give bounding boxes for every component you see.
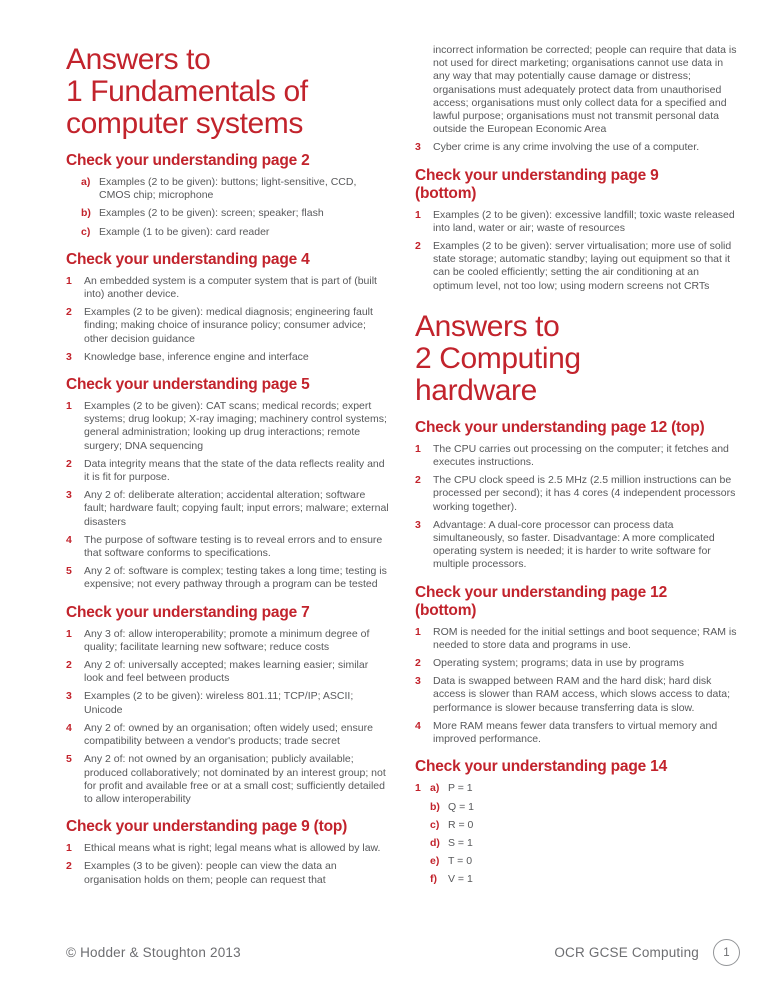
item-text: Examples (2 to be given): buttons; light-sensitive, CCD, CMOS chip; microphone [99,176,357,202]
section-heading-line: Check your understanding page 9 (top) [66,818,348,836]
section-heading-line: Check your understanding page 12 [415,583,667,601]
chapter-title-line: 1 Fundamentals of [66,75,308,108]
item-text: Examples (3 to be given): people can view the data an organisation holds on them; people can request that [84,860,337,886]
item-number: 4 [66,533,72,546]
item-number: 2 [66,306,72,319]
item-number: 4 [415,719,421,732]
section-heading-line: Check your understanding page 9 [415,166,659,184]
item-number: 1 [415,625,421,638]
item-number: 1 [415,208,421,221]
item-text: More RAM means fewer data transfers to virtual memory and improved performance. [433,719,718,746]
answer-item [66,842,389,855]
item-number: 5 [66,753,72,766]
answer-continuation-text: incorrect information be corrected; people can require that data is not used for direct marketing; organisations cannot use data in any way that may potentially cause damage or distress; organisations must adequately protect data from unauthorised access; organisations must only collect data for a specified and lawful purpose; organisations must not transmit personal data outside the European Economic Area [433,44,737,136]
chapter-title [415,311,738,407]
answer-item [415,240,738,293]
item-number: 1 [415,442,421,455]
item-number: 3 [415,518,421,531]
answer-item [66,753,389,806]
item-text: Examples (2 to be given): screen; speaker; flash [99,207,324,220]
item-letter: f) [430,873,437,886]
section-heading-line: Check your understanding page 12 (top) [415,418,705,436]
answer-item [66,628,389,654]
item-text: Any 3 of: allow interoperability; promote a minimum degree of quality; facilitate learning new software; reduce costs [84,627,370,653]
item-text: Example (1 to be given): card reader [99,225,270,238]
item-number: 2 [66,659,72,672]
item-number: 5 [66,565,72,578]
section-heading-line: Check your understanding page 2 [66,152,310,169]
item-letter: c) [81,225,91,238]
item-number: 3 [415,675,421,688]
item-text: Examples (2 to be given): server virtualisation; more use of solid state storage; automatic standby; laying out equipment so that it can be cooled efficiently; setting the air conditioning at an optimum level, not too low; using modern screens not CRTs [433,240,732,292]
answer-item [66,176,389,202]
item-text: Any 2 of: deliberate alteration; accidental alteration; software fault; hardware fault; copying fault; input errors; malware; external disasters [84,489,389,528]
item-number: 3 [66,489,72,502]
section-heading [415,758,738,776]
section-heading [415,584,738,620]
answer-item [66,226,389,239]
item-text: Examples (2 to be given): excessive landfill; toxic waste released into land, water or air; waste of resources [433,208,735,234]
answer-item [66,207,389,220]
item-text: Operating system; programs; data in use by programs [433,657,684,670]
section-heading-line: Check your understanding page 14 [415,758,667,776]
item-number: 2 [415,474,421,487]
answer-item [415,819,738,832]
section-heading [66,152,389,170]
item-number: 1 [66,627,72,640]
item-number: 1 [66,400,72,413]
item-text: V = 1 [448,873,473,886]
item-text: Q = 1 [448,800,474,813]
item-text: Advantage: A dual-core processor can process data simultaneously, so faster. Disadvantage: A more complicated operating system is needed; it is harder to write software for multiple processors. [433,518,715,571]
section-heading [66,604,389,622]
item-number: 2 [415,657,421,670]
item-number: 2 [66,860,72,873]
item-text: T = 0 [448,855,473,868]
answer-item [415,141,738,154]
section-heading [415,419,738,437]
item-text: Ethical means what is right; legal means what is allowed by law. [84,842,381,855]
answer-item [415,837,738,850]
answer-item [415,782,738,795]
item-text: Any 2 of: software is complex; testing takes a long time; testing is expensive; not every pathway through a program can be tested [84,565,387,591]
answer-item [66,722,389,748]
item-text: Examples (2 to be given): CAT scans; medical records; expert systems; drug lookup; X-ray imaging; machinery control systems; general administration; looking up drug interactions; remote surgery; DNA sequencing [84,400,387,452]
item-text: Data is swapped between RAM and the hard disk; hard disk access is slower than RAM access, which slows access to data; performance is slower because transferring data is slow. [433,675,731,714]
item-text: Examples (2 to be given): medical diagnosis; engineering fault finding; making choice of insurance policy; consumer advice; other decision guidance [84,306,373,345]
item-text: S = 1 [448,836,473,849]
answer-item [415,855,738,868]
answer-item [415,474,738,514]
answer-item [66,400,389,453]
page-footer [66,939,740,966]
answer-item [415,657,738,670]
item-text: Knowledge base, inference engine and interface [84,350,309,363]
item-letter: b) [81,207,91,220]
item-text: Data integrity means that the state of the data reflects reality and it is fit for purpose. [84,457,385,484]
answer-item [66,565,389,591]
item-letter: e) [430,855,440,868]
copyright-text: © Hodder & Stoughton 2013 [66,945,241,960]
item-text: Any 2 of: universally accepted; makes learning easier; similar look and feel between products [84,659,369,685]
chapter-title-line: 2 Computing [415,341,581,375]
answer-item [66,534,389,560]
course-title: OCR GCSE Computing [554,945,699,960]
item-number: 1 [66,842,72,855]
section-heading [415,167,738,203]
answer-item [415,443,738,469]
item-number: 4 [66,721,72,734]
item-letter: a) [430,782,440,795]
answer-item [66,351,389,364]
item-text: Cyber crime is any crime involving the use of a computer. [433,141,700,154]
item-text: P = 1 [448,782,473,795]
item-text: Any 2 of: not owned by an organisation; publicly available; produced collaboratively; not dominated by an interest group; not for profit and available free or at a small cost; sufficiently detailed to allow interoperability [84,753,386,805]
answer-item [415,209,738,235]
answer-item [66,458,389,484]
answer-item [415,720,738,746]
answer-item [415,626,738,652]
section-heading-line: Check your understanding page 5 [66,376,310,394]
answer-item [415,519,738,572]
chapter-title-line: Answers to [66,43,211,76]
item-letter: a) [81,176,91,188]
chapter-title-line: Answers to [415,309,560,343]
right-column [415,44,738,892]
item-text: ROM is needed for the initial settings and boot sequence; RAM is needed to store data and programs in use. [433,625,737,651]
item-number: 2 [66,457,72,470]
item-number: 3 [415,141,421,154]
item-number: 1 [415,782,421,795]
item-text: The CPU clock speed is 2.5 MHz (2.5 million instructions can be processed per second); it has 4 cores (4 independent processors working together). [433,474,736,513]
item-number: 1 [66,274,72,287]
answer-item [66,860,389,886]
item-text: Any 2 of: owned by an organisation; often widely used; ensure compatibility between a vendor's products; trade secret [84,721,373,748]
chapter-title-line: computer systems [66,107,303,140]
item-number: 2 [415,240,421,253]
item-text: R = 0 [448,818,474,831]
item-text: The purpose of software testing is to reveal errors and to ensure that software conforms to specifications. [84,533,383,560]
item-text: An embedded system is a computer system that is part of (built into) another device. [84,274,377,301]
item-letter: c) [430,818,440,831]
page-content [66,44,738,892]
footer-right [554,939,740,966]
item-text: Examples (2 to be given): wireless 801.11; TCP/IP; ASCII; Unicode [84,690,354,716]
answer-item [66,489,389,529]
item-letter: b) [430,800,440,813]
page-number-badge: 1 [713,939,740,966]
item-letter: d) [430,836,440,849]
left-column [66,44,389,892]
answer-item [66,275,389,301]
item-text: The CPU carries out processing on the computer; it fetches and executes instructions. [433,442,729,469]
answer-item [66,690,389,716]
section-heading-line: (bottom) [415,601,477,619]
chapter-title-line: hardware [415,373,537,407]
section-heading [66,818,389,836]
section-heading [66,376,389,394]
answer-item [415,675,738,715]
section-heading-line: Check your understanding page 4 [66,250,310,268]
section-heading [66,251,389,269]
item-number: 3 [66,690,72,703]
answer-item [415,873,738,886]
section-heading-line: (bottom) [415,184,477,202]
answer-item [415,801,738,814]
chapter-title [66,44,389,140]
answer-item [66,659,389,685]
section-heading-line: Check your understanding page 7 [66,603,310,621]
item-number: 3 [66,350,72,363]
answer-item [66,306,389,346]
